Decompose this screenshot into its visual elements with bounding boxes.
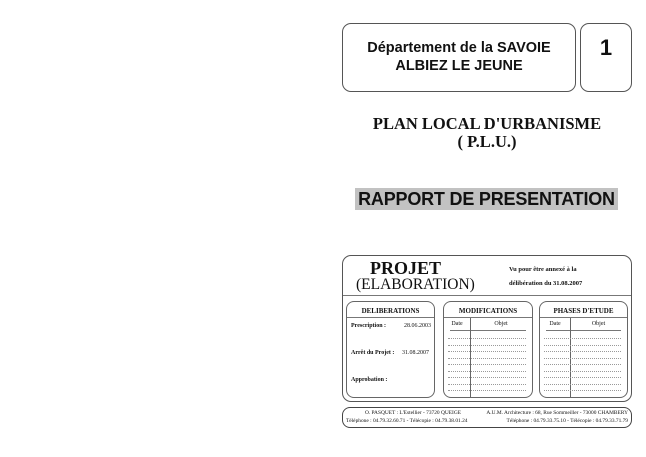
plan-acronym: ( P.L.U.) bbox=[457, 132, 517, 151]
deliberations-box bbox=[346, 301, 435, 398]
arret-projet-row bbox=[351, 350, 429, 356]
approbation-row bbox=[351, 377, 387, 383]
phases-row bbox=[544, 390, 621, 391]
footer-box bbox=[342, 407, 632, 428]
arret-projet-label: Arrêt du Projet : bbox=[351, 350, 395, 356]
phases-row bbox=[544, 364, 621, 365]
deliberations-heading-divider bbox=[347, 317, 434, 318]
commune-name: ALBIEZ LE JEUNE bbox=[395, 58, 523, 74]
projet-divider bbox=[343, 295, 631, 296]
phases-col-head-divider bbox=[546, 330, 621, 331]
modifications-heading-divider bbox=[444, 317, 532, 318]
modifications-col-head-divider bbox=[450, 330, 526, 331]
page-number: 1 bbox=[599, 35, 613, 60]
prescription-date: 28.06.2003 bbox=[404, 323, 431, 329]
projet-subtitle: (ELABORATION) bbox=[356, 276, 475, 293]
projet-title: PROJET bbox=[370, 258, 442, 278]
modifications-row bbox=[448, 338, 526, 339]
arret-projet-date: 31.08.2007 bbox=[402, 350, 429, 356]
modifications-row bbox=[448, 345, 526, 346]
department-name: Département de la SAVOIE bbox=[367, 40, 551, 56]
footer-left-phone: Téléphone : 04.79.32.60.71 - Télécopie : 04.79.38.01.24 bbox=[346, 418, 468, 424]
prescription-row bbox=[351, 323, 431, 329]
phases-col-date: Date bbox=[549, 321, 561, 327]
modifications-row bbox=[448, 358, 526, 359]
phases-heading: PHASES D'ETUDE bbox=[553, 307, 614, 315]
phases-row bbox=[544, 377, 621, 378]
modifications-row bbox=[448, 351, 526, 352]
modifications-row bbox=[448, 390, 526, 391]
phases-row bbox=[544, 351, 621, 352]
modifications-col-objet: Objet bbox=[494, 321, 508, 327]
phases-row bbox=[544, 371, 621, 372]
phases-col-objet: Objet bbox=[591, 321, 606, 327]
phases-row bbox=[544, 345, 621, 346]
modifications-box bbox=[443, 301, 533, 398]
prescription-label: Prescription : bbox=[351, 323, 387, 329]
footer-right-address: A.U.M. Architecture : 68, Rue Sommeiller - 73000 CHAMBERY bbox=[486, 410, 628, 416]
phases-heading-divider bbox=[540, 317, 627, 318]
phases-row bbox=[544, 338, 621, 339]
plan-title: PLAN LOCAL D'URBANISME bbox=[372, 114, 602, 133]
phases-row bbox=[544, 384, 621, 385]
modifications-row bbox=[448, 377, 526, 378]
modifications-heading: MODIFICATIONS bbox=[458, 307, 518, 315]
footer-right-phone: Téléphone : 04.79.33.75.10 - Télécopie : 04.79.33.71.79 bbox=[506, 418, 628, 424]
modifications-row bbox=[448, 384, 526, 385]
document-type-banner: RAPPORT DE PRESENTATION bbox=[355, 188, 618, 210]
page-number-box bbox=[580, 23, 632, 92]
approbation-label: Approbation : bbox=[351, 377, 388, 383]
projet-box bbox=[342, 255, 632, 402]
footer-left-address: O. PASQUET : L'Estellier - 73720 QUEIGE bbox=[364, 410, 462, 416]
modifications-row bbox=[448, 364, 526, 365]
annex-note-line2: délibération du 31.08.2007 bbox=[509, 280, 583, 287]
deliberations-heading: DELIBERATIONS bbox=[361, 307, 420, 315]
modifications-row bbox=[448, 371, 526, 372]
department-header-box bbox=[342, 23, 576, 92]
modifications-col-date: Date bbox=[451, 321, 463, 327]
phases-row bbox=[544, 358, 621, 359]
phases-box bbox=[539, 301, 628, 398]
annex-note-line1: Vu pour être annexé à la bbox=[509, 266, 577, 273]
